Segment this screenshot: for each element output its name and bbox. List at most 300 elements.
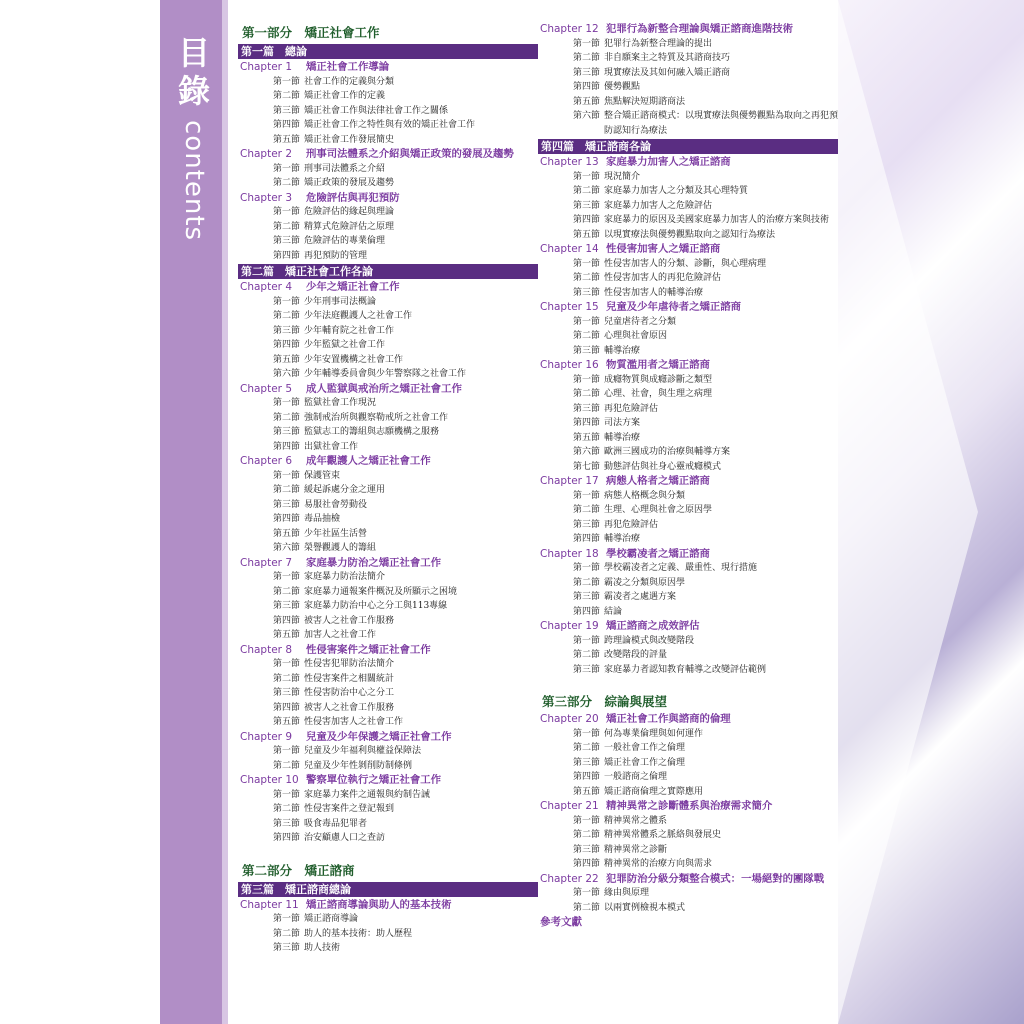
section-label: 第三節 [272,236,300,246]
chapter-number: Chapter 13 [540,156,599,168]
section-title: 精神異常體系之脈絡與發展史 [604,830,722,840]
section-title: 被害人之社會工作服務 [304,615,395,626]
section-label: 第四節 [272,833,300,843]
section-label: 第四節 [272,615,300,626]
section-title: 危險評估的專業倫理 [304,236,386,246]
section-label: 第一節 [572,728,600,739]
section-label: 第一節 [272,659,300,669]
section-entry [538,518,838,533]
section-title: 心理、社會，與生理之病理 [604,389,713,399]
section-label: 第三節 [272,105,300,116]
section-label: 第三節 [272,499,300,510]
section-entry [238,759,538,774]
section-title: 精神異常的治療方向與需求 [604,859,713,869]
section-entry [238,425,538,440]
chapter-number: Chapter 19 [540,620,599,632]
chapter-entry [538,547,838,562]
section-title: 家庭暴力的原因及美國家庭暴力加害人的治療方案與技術 [604,215,830,225]
section-entry [538,170,838,185]
section-label: 第三節 [572,664,600,675]
chapter-entry [538,799,838,814]
decorative-background [838,0,1024,1024]
section-label: 第二節 [572,273,600,283]
chapter-entry [538,474,838,489]
section-title: 少年法庭觀護人之社會工作 [304,311,413,321]
left-margin [0,0,160,1024]
section-label: 第三節 [272,427,300,437]
section-entry [538,489,838,504]
section-label: 第二節 [572,743,600,753]
section-title: 霸凌之分類與原因學 [604,577,686,588]
section-title: 保護管束 [304,470,341,481]
chapter-entry [238,773,538,788]
section-label: 第五節 [272,134,300,145]
section-title: 性侵害加害人的輔導治療 [604,287,704,298]
section-entry [238,614,538,629]
chapter-title: 性侵害案件之矯正社會工作 [306,643,431,656]
section-title: 矯正諮商導論 [304,914,359,924]
chapter-entry [538,300,838,315]
section-label: 第二節 [272,485,300,495]
section-entry [238,249,538,264]
section-title: 毒品抽檢 [304,514,341,524]
section-entry [238,104,538,119]
chapter-title: 矯正社會工作導論 [306,61,390,73]
section-entry [238,469,538,484]
chapter-entry [538,619,838,634]
section-title: 一般諮商之倫理 [604,772,668,782]
section-title: 一般社會工作之倫理 [604,743,686,753]
chapter-number: Chapter 12 [540,23,599,35]
section-entry [538,286,838,301]
section-title: 病態人格概念與分類 [604,490,686,501]
section-label: 第二節 [572,331,600,341]
chapter-title: 危險評估與再犯預防 [306,191,400,204]
section-entry [538,37,838,52]
section-entry [538,344,838,359]
chapter-entry [538,712,838,727]
section-entry [238,512,538,527]
section-title: 現況簡介 [604,171,641,182]
section-label: 第三節 [272,325,300,336]
section-title: 強制戒治所與觀察勒戒所之社會工作 [304,412,449,423]
section-title: 精神異常之診斷 [604,844,668,855]
section-entry [238,788,538,803]
section-title: 性侵害加害人的再犯危險評估 [604,273,722,283]
sidebar-title-en: contents [179,120,209,242]
section-title: 輔導治療 [604,534,641,544]
section-title: 家庭暴力加害人之危險評估 [604,200,713,211]
sidebar-title-cjk: 目錄 [177,34,210,110]
section-label: 第三節 [572,287,600,298]
section-entry [538,561,838,576]
section-entry [238,585,538,600]
section-title: 助人技術 [304,943,341,953]
chapter-number: Chapter 14 [540,243,599,255]
section-title: 少年刑事司法概論 [304,296,377,307]
section-entry [538,901,838,916]
section-title: 少年監獄之社會工作 [304,340,386,350]
section-label: 第三節 [572,200,600,211]
section-entry [238,176,538,191]
section-label: 第四節 [272,514,300,524]
chapter-number: Chapter 5 [240,382,292,395]
section-title: 優勢觀點 [604,82,641,92]
section-label: 第二節 [572,577,600,588]
section-entry [538,741,838,756]
chapter-title: 成年觀護人之矯正社會工作 [306,455,431,467]
section-title: 何為專業倫理與如何運作 [604,728,704,739]
section-entry [238,802,538,817]
section-label: 第一節 [572,815,600,826]
section-label: 第五節 [272,630,300,640]
section-title: 性侵害加害人之社會工作 [304,717,404,727]
section-label: 第一節 [572,490,600,501]
section-label: 第三節 [572,519,600,530]
part-heading: 第三部分 綜論與展望 [542,694,668,709]
chapter-number: Chapter 3 [240,191,292,204]
section-entry [538,402,838,417]
section-entry [238,657,538,672]
section-label: 第四節 [572,82,600,92]
section-title: 矯正社會工作之倫理 [604,757,686,768]
chapter-title: 矯正諮商導論與助人的基本技術 [306,898,452,911]
section-title: 危險評估的緣起與理論 [304,207,395,217]
section-title: 跨理論模式與改變階段 [604,635,695,646]
chapter-number: Chapter 1 [240,61,292,73]
chapter-title: 警察單位執行之矯正社會工作 [306,774,442,786]
section-label: 第一節 [272,746,300,756]
section-entry [538,727,838,742]
section-entry [238,234,538,249]
section-heading-bar: 第二篇 矯正社會工作各論 [238,264,538,279]
section-label: 第三節 [272,818,300,829]
section-title: 結論 [604,606,623,617]
section-title: 加害人之社會工作 [304,630,377,640]
section-title: 以現實療法與優勢觀點取向之認知行為療法 [604,229,776,240]
section-label: 第三節 [572,844,600,855]
chapter-title: 物質濫用者之矯正諮商 [606,359,710,371]
section-entry [538,387,838,402]
section-label: 第二節 [272,673,300,684]
section-label: 第一節 [272,914,300,924]
chapter-number: Chapter 9 [240,730,292,743]
section-title: 被害人之社會工作服務 [304,702,395,713]
section-label: 第一節 [572,316,600,327]
section-title: 性侵害案件之相關統計 [304,673,395,684]
section-title: 榮譽觀護人的籌組 [304,543,377,553]
chapter-number: Chapter 4 [240,281,292,293]
section-entry [238,817,538,832]
section-label: 第二節 [272,412,300,423]
section-entry [238,483,538,498]
section-title: 矯正社會工作之特性與有效的矯正社會工作 [304,120,476,130]
section-label: 第六節 [572,447,600,457]
section-label: 第四節 [572,215,600,225]
chapter-number: Chapter 18 [540,547,599,560]
section-label: 第四節 [572,772,600,782]
section-title: 家庭暴力加害人之分類及其心理特質 [604,186,749,196]
section-label: 第六節 [272,543,300,553]
section-entry [538,445,838,460]
section-label: 第六節 [272,369,300,379]
section-entry [538,503,838,518]
section-title: 再犯危險評估 [604,403,659,414]
section-label: 第一節 [572,258,600,269]
section-title: 性侵害犯罪防治法簡介 [304,659,395,669]
section-label: 第五節 [572,96,600,107]
section-label: 第三節 [572,67,600,78]
section-label: 第一節 [572,38,600,49]
section-entry [238,162,538,177]
section-title: 動態評估與社身心靈戒癮模式 [604,461,722,472]
chapter-entry [238,280,538,295]
chapter-number: Chapter 15 [540,301,599,313]
chapter-title: 兒童及少年保護之矯正社會工作 [306,730,452,743]
section-entry [538,605,838,620]
section-label: 第一節 [272,789,300,800]
section-label: 第一節 [272,572,300,582]
section-entry [538,634,838,649]
section-title: 霸凌者之處遇方案 [604,592,677,602]
section-title: 家庭暴力防治法簡介 [304,572,386,582]
toc-column-left [238,22,538,956]
section-label: 第一節 [272,398,300,408]
section-title: 精神異常之體系 [604,815,668,826]
section-entry [538,228,838,243]
section-title: 以兩實例檢視本模式 [604,902,686,913]
section-title: 改變階段的評量 [604,650,668,660]
section-entry [538,828,838,843]
section-title: 犯罪行為新整合理論的提出 [604,38,713,49]
section-title: 緩起訴處分金之運用 [304,485,386,495]
section-entry [238,599,538,614]
section-label: 第二節 [572,830,600,840]
chapter-title: 矯正社會工作與諮商的倫理 [606,713,731,725]
section-title: 治安顧慮人口之查訪 [304,833,386,843]
section-label: 第二節 [572,389,600,399]
section-label: 第二節 [572,53,600,63]
section-entry [538,66,838,81]
section-title: 學校霸凌者之定義、嚴重性、現行措施 [604,563,758,573]
section-entry [238,411,538,426]
section-title: 心理與社會原因 [604,331,668,341]
section-entry [238,75,538,90]
section-entry [538,257,838,272]
section-label: 第三節 [272,943,300,953]
section-label: 第三節 [572,345,600,356]
section-entry [238,527,538,542]
section-entry [238,628,538,643]
section-title: 歐洲三國成功的治療與輔導方案 [604,447,731,457]
section-entry [538,756,838,771]
section-entry [238,118,538,133]
section-title: 出獄社會工作 [304,441,359,452]
section-entry [238,541,538,556]
section-label: 第一節 [272,207,300,217]
section-title: 家庭暴力案件之通報與約制告誡 [304,789,431,800]
section-entry [238,498,538,513]
section-entry [538,460,838,475]
chapter-entry [538,358,838,373]
section-entry [238,324,538,339]
section-entry [238,912,538,927]
chapter-entry [238,454,538,469]
section-label: 第三節 [572,592,600,602]
section-entry [238,309,538,324]
section-entry [238,440,538,455]
toc-column-right [538,22,838,930]
section-title: 少年社區生活營 [304,528,368,539]
section-entry [538,431,838,446]
section-label: 第一節 [572,635,600,646]
section-label: 第三節 [272,688,300,698]
section-title: 性侵害案件之登記報到 [304,804,395,814]
section-title: 家庭暴力通報案件概況及所顯示之困境 [304,586,458,597]
section-entry [538,373,838,388]
chapter-entry [238,147,538,162]
chapter-number: Chapter 22 [540,872,599,885]
chapter-number: Chapter 21 [540,800,599,812]
chapter-number: Chapter 8 [240,643,292,656]
section-title: 司法方案 [604,418,641,428]
section-title: 少年輔育院之社會工作 [304,325,395,336]
chapter-entry [238,898,538,913]
section-entry [538,576,838,591]
section-title: 少年安置機構之社會工作 [304,354,404,365]
chapter-number: Chapter 16 [540,359,599,371]
section-entry [238,367,538,382]
sidebar-title [172,34,216,241]
section-title: 再犯預防的管理 [304,250,368,261]
section-entry [238,295,538,310]
section-label: 第四節 [272,250,300,261]
section-label: 第二節 [272,804,300,814]
chapter-entry [238,643,538,658]
section-label: 第一節 [572,171,600,182]
part-heading: 第一部分 矯正社會工作 [242,25,380,40]
section-label: 第二節 [272,221,300,232]
chapter-number: Chapter 20 [540,713,599,725]
section-title: 吸食毒品犯罪者 [304,818,368,829]
section-entry [238,205,538,220]
section-entry [538,271,838,286]
section-entry [238,927,538,942]
section-entry [238,715,538,730]
section-title: 家庭暴力防治中心之分工與113專線 [304,601,448,611]
section-label: 第二節 [572,650,600,660]
section-entry [238,89,538,104]
section-label: 第一節 [572,563,600,573]
section-entry [538,785,838,800]
section-entry [538,329,838,344]
section-title: 矯正社會工作發展簡史 [304,134,395,145]
chapter-title: 刑事司法體系之介紹與矯正政策的發展及趨勢 [306,148,514,160]
chapter-entry [538,155,838,170]
chapter-title: 家庭暴力防治之矯正社會工作 [306,556,442,569]
chapter-number: Chapter 17 [540,475,599,487]
toc-content [228,0,838,1024]
chapter-title: 犯罪行為新整合理論與矯正諮商進階技術 [606,23,794,35]
section-label: 第二節 [272,178,300,188]
section-entry [538,843,838,858]
chapter-title: 學校霸凌者之矯正諮商 [606,547,710,560]
section-label: 第三節 [272,601,300,611]
section-entry [538,199,838,214]
section-title: 矯正諮商倫理之實際應用 [604,786,704,797]
section-label: 第五節 [272,717,300,727]
section-title: 輔導治療 [604,432,641,443]
section-label: 第七節 [572,461,600,472]
section-label: 第四節 [572,534,600,544]
references-entry: 參考文獻 [540,916,582,928]
section-title: 監獄志工的籌組與志願機構之服務 [304,427,440,437]
section-title: 矯正政策的發展及趨勢 [304,178,395,188]
section-title: 兒童虐待者之分類 [604,316,677,327]
section-title: 社會工作的定義與分類 [304,76,395,87]
section-title: 監獄社會工作現況 [304,398,377,408]
section-entry [538,886,838,901]
section-label: 第四節 [272,702,300,713]
part-heading: 第二部分 矯正諮商 [242,862,355,878]
section-entry [238,744,538,759]
chapter-title: 成人監獄與戒治所之矯正社會工作 [306,382,462,395]
section-label: 第四節 [272,340,300,350]
chapter-entry [238,191,538,206]
section-title: 家庭暴力者認知教育輔導之改變評估範例 [604,664,767,675]
section-label: 第四節 [572,418,600,428]
chapter-number: Chapter 7 [240,556,292,569]
section-entry [538,95,838,110]
section-title: 焦點解決短期諮商法 [604,96,686,107]
section-label: 第一節 [272,470,300,481]
section-entry [238,338,538,353]
section-entry [238,686,538,701]
section-title: 刑事司法體系之介紹 [304,163,386,174]
section-entry [238,570,538,585]
section-title: 再犯危險評估 [604,519,659,530]
section-label: 第五節 [272,354,300,365]
section-label: 第四節 [272,441,300,452]
section-entry [538,315,838,330]
section-label: 第一節 [272,163,300,174]
chapter-entry [238,382,538,397]
chapter-title: 矯正諮商之成效評估 [606,620,700,632]
section-title: 矯正社會工作的定義 [304,91,386,101]
section-heading-bar: 第三篇 矯正諮商總論 [238,882,538,897]
chapter-number: Chapter 6 [240,455,292,467]
section-label: 第四節 [572,859,600,869]
section-title: 兒童及少年福利與權益保障法 [304,746,422,756]
section-title: 非自願案主之特質及其諮商技巧 [604,53,731,63]
chapter-title: 病態人格者之矯正諮商 [606,475,710,487]
section-label: 第三節 [572,757,600,768]
section-title: 緣由與原理 [604,888,650,898]
section-entry [538,857,838,872]
section-label: 第二節 [272,91,300,101]
section-title: 輔導治療 [604,345,641,356]
chapter-entry [238,60,538,75]
chapter-title: 犯罪防治分級分類整合模式：一場絕對的團隊戰 [606,872,825,885]
section-entry [538,51,838,66]
section-entry [538,184,838,199]
section-entry [238,701,538,716]
section-label: 第二節 [572,186,600,196]
section-entry [538,416,838,431]
section-entry [538,590,838,605]
section-heading-bar: 第一篇 總論 [238,44,538,59]
section-entry [238,396,538,411]
